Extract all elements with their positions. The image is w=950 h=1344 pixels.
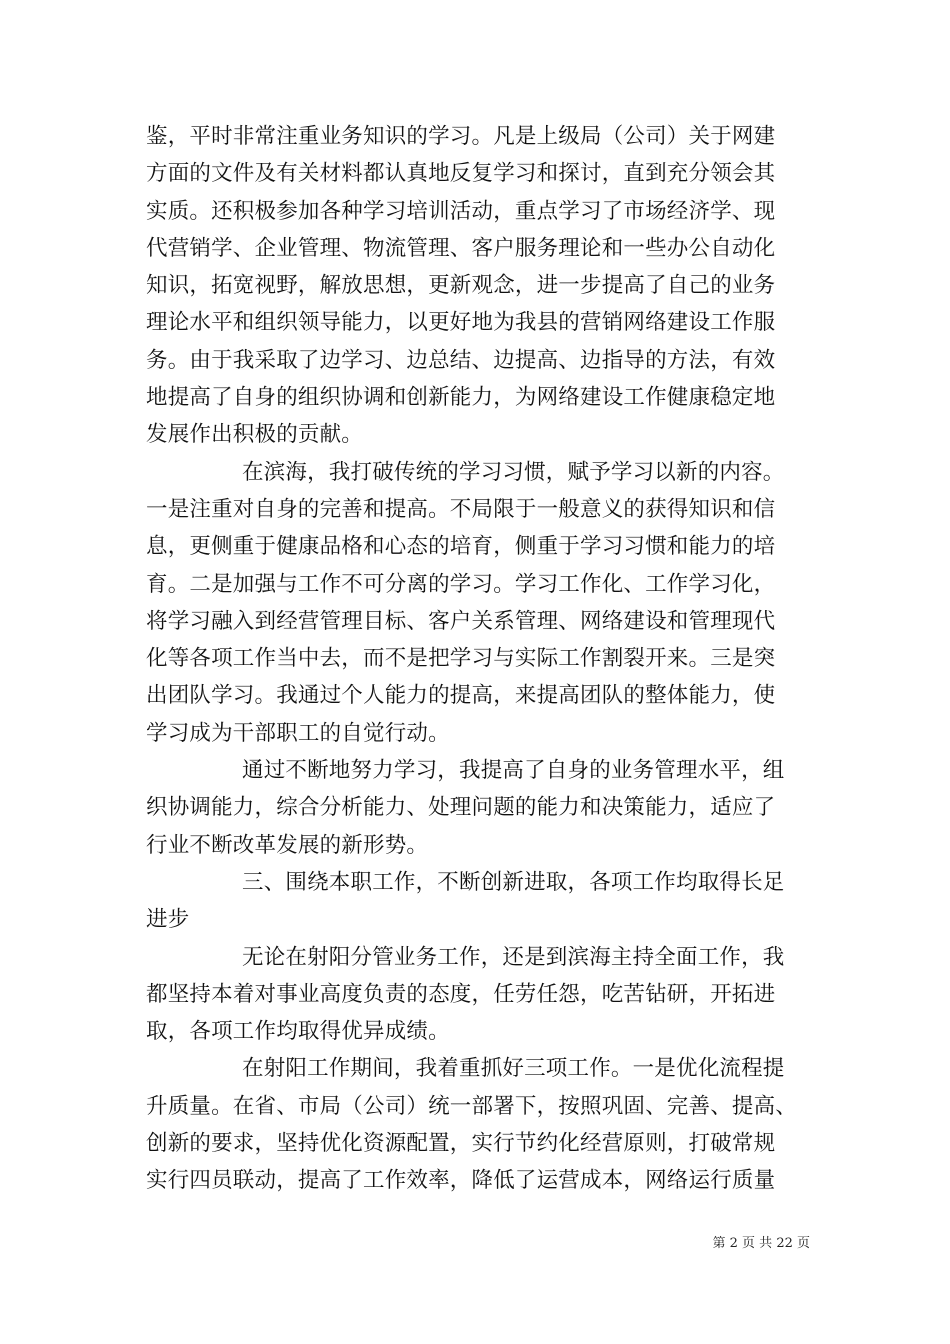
text-line: 通过不断地努力学习，我提高了自身的业务管理水平，组: [242, 758, 785, 784]
text-line: 育。二是加强与工作不可分离的学习。学习工作化、工作学习化，: [146, 571, 776, 597]
text-line: 地提高了自身的组织协调和创新能力，为网络建设工作健康稳定地: [146, 385, 776, 411]
text-line: 学习成为干部职工的自觉行动。: [146, 720, 450, 746]
text-line: 织协调能力，综合分析能力、处理问题的能力和决策能力，适应了: [146, 795, 776, 821]
text-line: 升质量。在省、市局（公司）统一部署下，按照巩固、完善、提高、: [146, 1093, 798, 1119]
text-line: 鉴，平时非常注重业务知识的学习。凡是上级局（公司）关于网建: [146, 124, 776, 149]
paragraph-5: [146, 939, 810, 1051]
text-line: 将学习融入到经营管理目标、客户关系管理、网络建设和管理现代: [146, 608, 776, 634]
section-heading: [146, 864, 810, 939]
text-line: 取，各项工作均取得优异成绩。: [146, 1019, 450, 1045]
text-line: 创新的要求，坚持优化资源配置，实行节约化经营原则，打破常规: [146, 1131, 776, 1157]
body-text: [146, 118, 810, 1200]
text-line: 息，更侧重于健康品格和心态的培育，侧重于学习习惯和能力的培: [146, 534, 776, 560]
text-line: 在滨海，我打破传统的学习习惯，赋予学习以新的内容。: [242, 459, 785, 485]
text-line: 都坚持本着对事业高度负责的态度，任劳任怨，吃苦钻研，开拓进: [146, 981, 776, 1007]
text-line: 无论在射阳分管业务工作，还是到滨海主持全面工作，我: [242, 944, 785, 970]
text-line: 三、围绕本职工作，不断创新进取，各项工作均取得长足: [242, 869, 785, 895]
paragraph-6: [146, 1050, 810, 1199]
text-line: 知识，拓宽视野，解放思想，更新观念，进一步提高了自己的业务: [146, 273, 776, 299]
text-line: 理论水平和组织领导能力，以更好地为我县的营销网络建设工作服: [146, 310, 776, 336]
paragraph-3: [146, 752, 810, 864]
text-line: 方面的文件及有关材料都认真地反复学习和探讨，直到充分领会其: [146, 161, 776, 187]
text-line: 行业不断改革发展的新形势。: [146, 832, 429, 858]
text-line: 化等各项工作当中去，而不是把学习与实际工作割裂开来。三是突: [146, 646, 776, 672]
text-line: 出团队学习。我通过个人能力的提高，来提高团队的整体能力，使: [146, 683, 776, 709]
paragraph-1: [146, 118, 810, 454]
text-line: 实行四员联动，提高了工作效率，降低了运营成本，网络运行质量: [146, 1168, 776, 1194]
paragraph-2: [146, 454, 810, 752]
text-line: 进步: [146, 907, 190, 933]
text-line: 代营销学、企业管理、物流管理、客户服务理论和一些办公自动化: [146, 235, 776, 261]
text-line: 发展作出积极的贡献。: [146, 422, 364, 448]
text-line: 在射阳工作期间，我着重抓好三项工作。一是优化流程提: [242, 1056, 785, 1082]
page-number: 第 2 页 共 22 页: [712, 1236, 810, 1251]
text-line: 实质。还积极参加各种学习培训活动，重点学习了市场经济学、现: [146, 198, 776, 224]
text-line: 一是注重对自身的完善和提高。不局限于一般意义的获得知识和信: [146, 496, 776, 522]
text-line: 务。由于我采取了边学习、边总结、边提高、边指导的方法，有效: [146, 347, 776, 373]
